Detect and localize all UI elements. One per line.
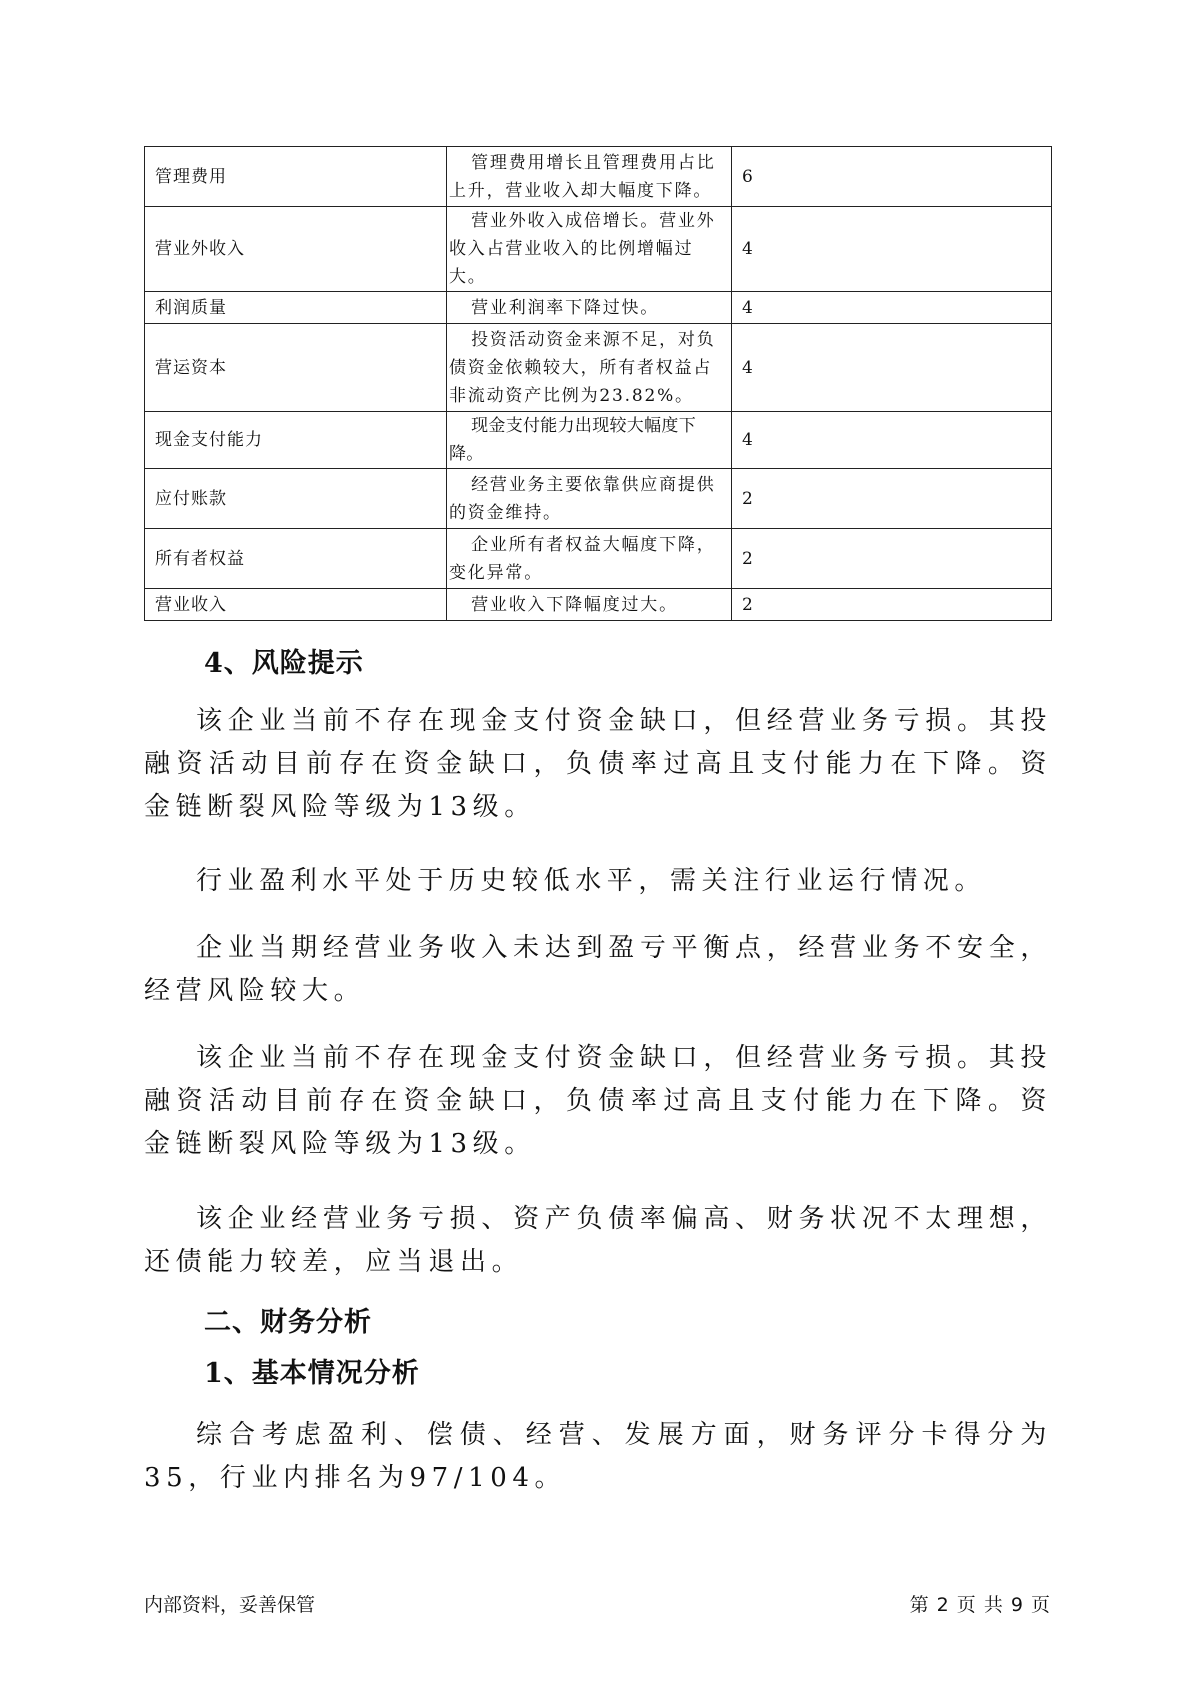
footer-page-number: 第 2 页 共 9 页 <box>909 1594 1051 1616</box>
risk-score: 4 <box>732 292 1052 324</box>
table-row <box>145 469 1052 529</box>
paragraph: 企业当期经营业务收入未达到盈亏平衡点，经营业务不安全，经营风险较大。 <box>144 933 1052 1006</box>
risk-item: 管理费用 <box>145 147 447 207</box>
paragraph: 综合考虑盈利、偿债、经营、发展方面，财务评分卡得分为35，行业内排名为97/104。 <box>144 1420 1052 1493</box>
table-row <box>145 412 1052 469</box>
paragraph: 该企业当前不存在现金支付资金缺口，但经营业务亏损。其投融资活动目前存在资金缺口，负债率过高且支付能力在下降。资金链断裂风险等级为13级。 <box>144 1043 1052 1159</box>
risk-score: 2 <box>732 469 1052 529</box>
table-row <box>145 589 1052 621</box>
table-row <box>145 324 1052 412</box>
risk-factor-table <box>144 146 1052 621</box>
table-row <box>145 292 1052 324</box>
risk-item: 应付账款 <box>145 469 447 529</box>
section-heading-finance: 二、财务分析 <box>204 1307 372 1338</box>
risk-item: 现金支付能力 <box>145 412 447 469</box>
risk-description: 企业所有者权益大幅度下降，变化异常。 <box>449 534 716 583</box>
risk-description: 营业利润率下降过快。 <box>471 297 660 318</box>
table-row <box>145 529 1052 589</box>
risk-description: 投资活动资金来源不足，对负债资金依赖较大，所有者权益占非流动资产比例为23.82%。 <box>449 329 716 406</box>
risk-score: 2 <box>732 529 1052 589</box>
risk-item: 利润质量 <box>145 292 447 324</box>
risk-description: 营业外收入成倍增长。营业外收入占营业收入的比例增幅过大。 <box>449 211 716 287</box>
risk-score: 6 <box>732 147 1052 207</box>
section-heading-risk: 4、风险提示 <box>204 648 364 679</box>
table-row <box>145 147 1052 207</box>
footer-confidential-note: 内部资料，妥善保管 <box>144 1594 316 1616</box>
sub-heading-basic-analysis: 1、基本情况分析 <box>204 1358 420 1389</box>
paragraph: 行业盈利水平处于历史较低水平，需关注行业运行情况。 <box>196 866 987 896</box>
risk-description: 经营业务主要依靠供应商提供的资金维持。 <box>449 474 716 523</box>
risk-item: 营业外收入 <box>145 207 447 292</box>
risk-score: 2 <box>732 589 1052 621</box>
risk-description: 现金支付能力出现较大幅度下降。 <box>449 416 696 464</box>
paragraph: 该企业经营业务亏损、资产负债率偏高、财务状况不太理想，还债能力较差，应当退出。 <box>144 1204 1052 1277</box>
risk-description: 管理费用增长且管理费用占比上升，营业收入却大幅度下降。 <box>449 152 716 201</box>
risk-item: 营业收入 <box>145 589 447 621</box>
risk-score: 4 <box>732 412 1052 469</box>
paragraph: 该企业当前不存在现金支付资金缺口，但经营业务亏损。其投融资活动目前存在资金缺口，负债率过高且支付能力在下降。资金链断裂风险等级为13级。 <box>144 706 1052 822</box>
risk-item: 营运资本 <box>145 324 447 412</box>
risk-item: 所有者权益 <box>145 529 447 589</box>
risk-score: 4 <box>732 324 1052 412</box>
risk-score: 4 <box>732 207 1052 292</box>
table-row <box>145 207 1052 292</box>
risk-description: 营业收入下降幅度过大。 <box>471 594 678 615</box>
